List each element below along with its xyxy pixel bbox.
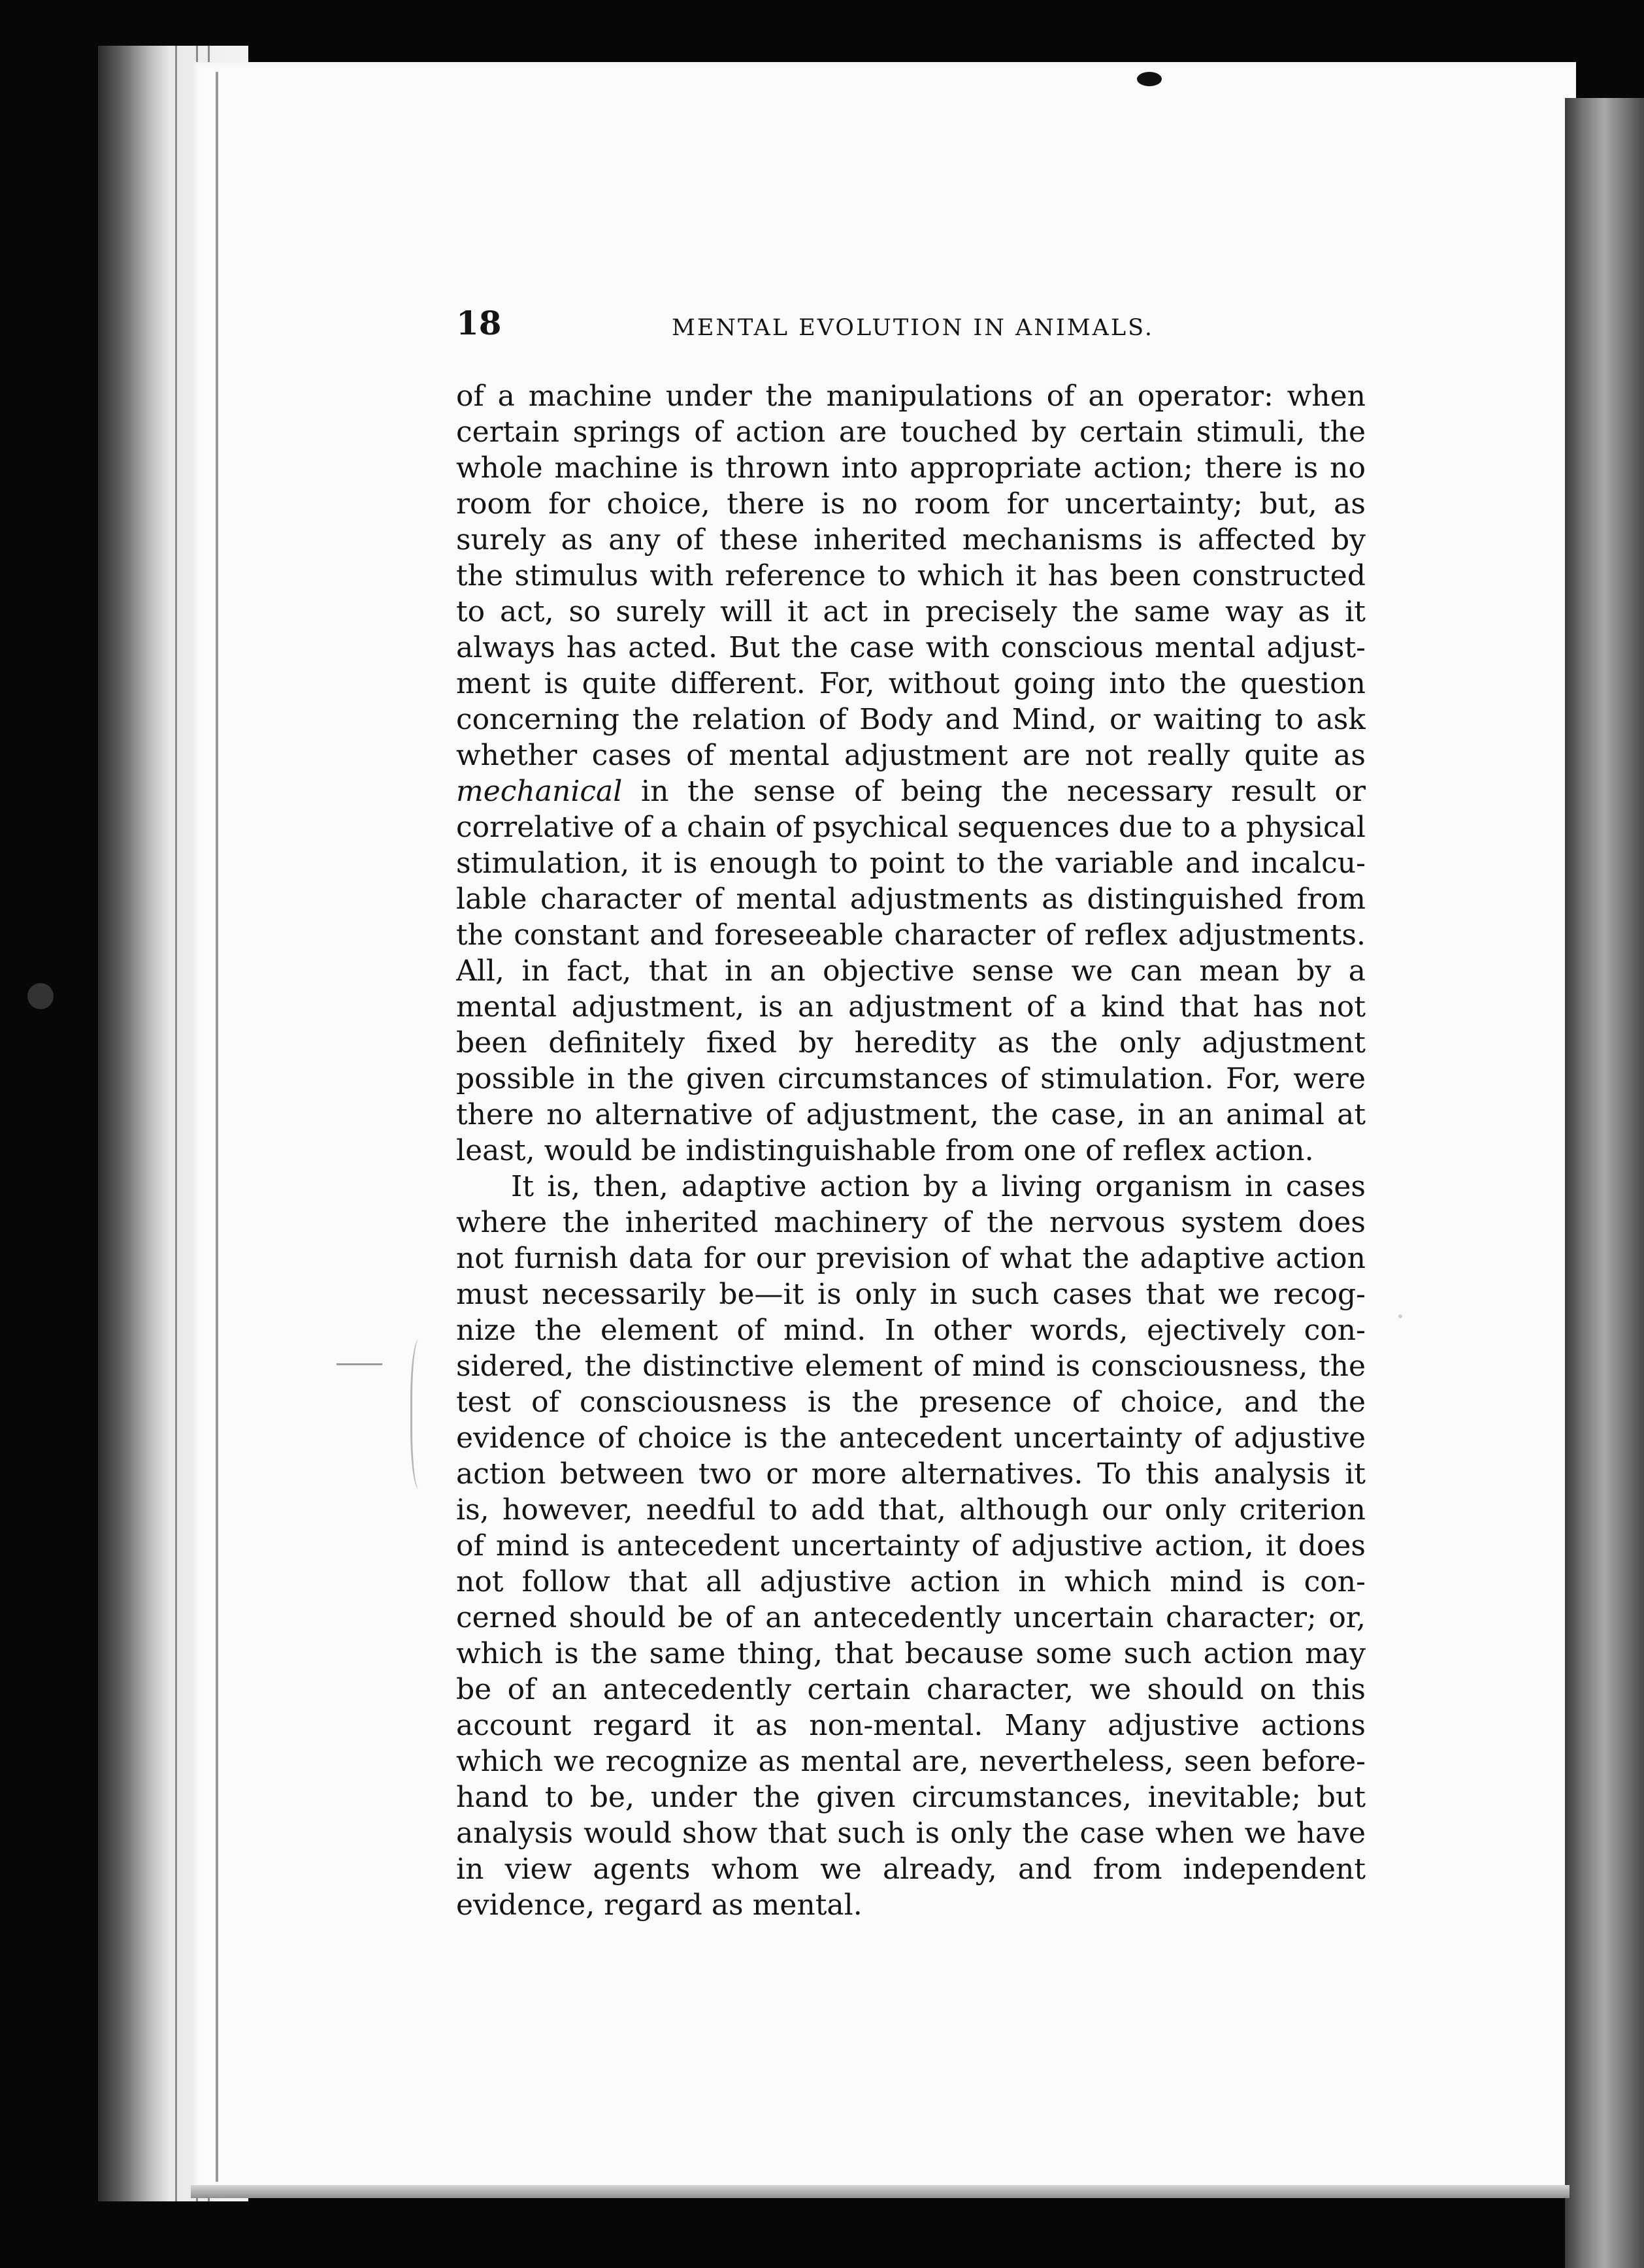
text-line: always has acted. But the case with conscious mental adjust- [456,631,1366,664]
text-line: lable character of mental adjustments as distinguished from [456,883,1366,916]
text-line: room for choice, there is no room for uncertainty; but, as [456,487,1366,521]
text-line: It is, then, adaptive action by a living organism in cases [511,1170,1366,1203]
running-title: MENTAL EVOLUTION IN ANIMALS. [672,315,1154,341]
text-line: All, in fact, that in an objective sense we can mean by a [456,954,1366,988]
page-border [216,72,218,2182]
ink-blot [1137,72,1162,86]
text-line: stimulation, it is enough to point to the variable and incalcu- [456,847,1366,880]
page-text [456,304,1366,1923]
text-line: not furnish data for our prevision of what the adaptive action [456,1242,1366,1275]
text-line: correlative of a chain of psychical sequences due to a physical [456,811,1366,844]
dust-speck [1398,1314,1402,1318]
text-line: possible in the given circumstances of stimulation. For, were [456,1062,1366,1095]
text-line: the stimulus with reference to which it has been constructed [456,559,1366,592]
text-line: evidence of choice is the antecedent uncertainty of adjustive [456,1421,1366,1455]
text-line: to act, so surely will it act in precisely the same way as it [456,595,1366,628]
text-line: certain springs of action are touched by certain stimuli, the [456,415,1366,449]
text-line: sidered, the distinctive element of mind is consciousness, the [456,1350,1366,1383]
dust-speck [27,983,54,1009]
text-line: mechanical in the sense of being the necessary result or [456,775,1366,808]
text-line: been definitely fixed by heredity as the only adjustment [456,1026,1366,1060]
text-line: account regard it as non-mental. Many adjustive actions [456,1709,1366,1742]
page-bottom-edge [191,2185,1570,2198]
text-line: least, would be indistinguishable from one of reflex action. [456,1134,1314,1167]
text-line: analysis would show that such is only the case when we have [456,1817,1366,1850]
text-line: hand to be, under the given circumstances, inevitable; but [456,1781,1366,1814]
text-line: must necessarily be—it is only in such cases that we recog- [456,1278,1366,1311]
text-line: there no alternative of adjustment, the case, in an animal at [456,1098,1366,1131]
text-line: of a machine under the manipulations of an operator: when [456,380,1366,413]
binding-gutter [1565,98,1644,2268]
text-line: where the inherited machinery of the nervous system does [456,1206,1366,1239]
text-line: test of consciousness is the presence of choice, and the [456,1385,1366,1419]
text-line: mental adjustment, is an adjustment of a kind that has not [456,990,1366,1024]
text-line: which we recognize as mental are, nevertheless, seen before- [456,1745,1366,1778]
text-line: the constant and foreseeable character of reflex adjustments. [456,918,1366,952]
text-line: whether cases of mental adjustment are not really quite as [456,739,1366,772]
running-head [456,304,1366,349]
text-line: action between two or more alternatives. To this analysis it [456,1457,1366,1491]
text-line: of mind is antecedent uncertainty of adjustive action, it does [456,1529,1366,1563]
text-line: ment is quite different. For, without going into the question [456,667,1366,700]
body-text [456,378,1366,1923]
text-line: nize the element of mind. In other words, ejectively con- [456,1314,1366,1347]
text-line: not follow that all adjustive action in which mind is con- [456,1565,1366,1598]
italic-word: mechanical [456,775,623,808]
text-line: surely as any of these inherited mechanisms is affected by [456,523,1366,557]
text-line: which is the same thing, that because some such action may [456,1637,1366,1670]
text-line: in view agents whom we already, and from independent [456,1853,1366,1886]
text-line: evidence, regard as mental. [456,1888,863,1922]
page-number: 18 [456,304,502,342]
text-line: concerning the relation of Body and Mind, or waiting to ask [456,703,1366,736]
text-line: be of an antecedently certain character, we should on this [456,1673,1366,1706]
margin-bracket [410,1339,432,1489]
page-edge-line [175,46,177,2201]
text-line: is, however, needful to add that, although our only criterion [456,1493,1366,1527]
text-line: cerned should be of an antecedently uncertain character; or, [456,1601,1366,1634]
margin-mark [337,1363,382,1365]
text-line: whole machine is thrown into appropriate action; there is no [456,451,1366,485]
